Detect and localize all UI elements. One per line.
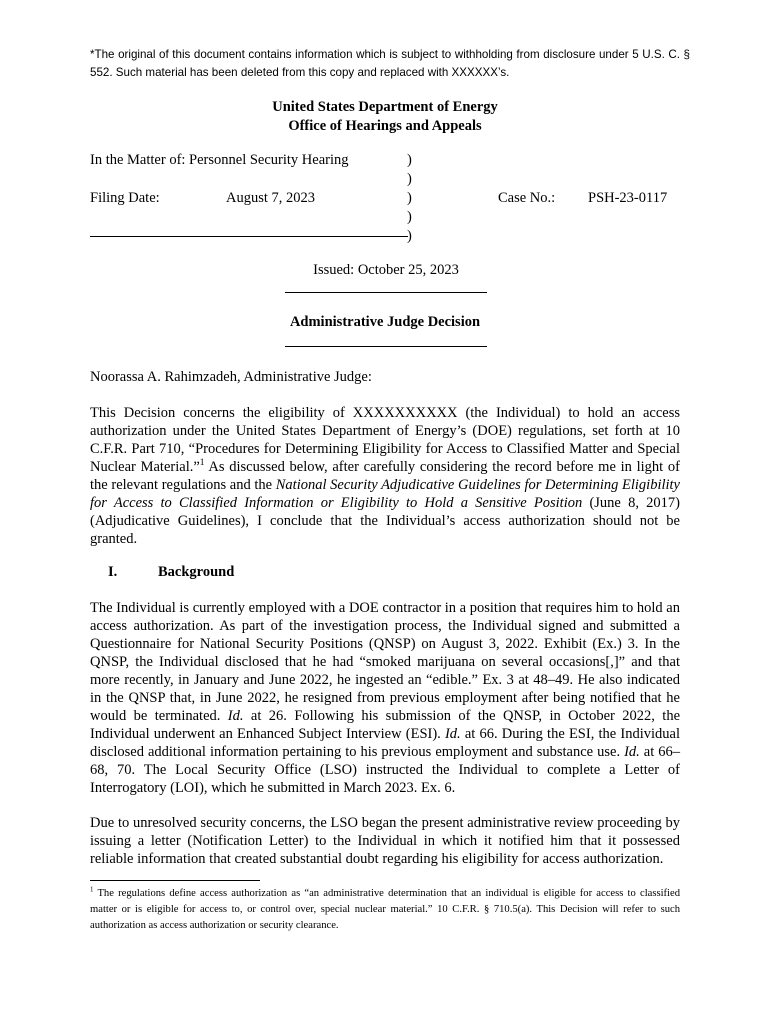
concerns-paragraph: Due to unresolved security concerns, the LSO began the present administrative review proceeding by issuing a letter (Notification Letter) to the Individual in which it notified him that it possessed reliable information that created substantial doubt regarding his eligibility for access authorization.	[90, 815, 680, 867]
redaction-notice: *The original of this document contains information which is subject to withholding from disclosure under 5 U.S. C. § 552. Such material has been deleted from this copy and replaced with XXXXXX’s.	[90, 48, 690, 79]
background-text: at 66. During the ESI, the Individual disclosed additional information pertaining to his previous employment and substance use.	[90, 726, 680, 760]
caption-paren: )	[407, 209, 412, 225]
case-number: PSH-23-0117	[588, 190, 668, 206]
agency-name: United States Department of Energy	[272, 99, 498, 115]
background-text: at 26. Following his submission of the QNSP, in October 2022, the Individual underwent an Enhanced Subject Interview (ESI).	[90, 708, 680, 742]
caption-paren: )	[407, 228, 412, 244]
footnote	[90, 886, 680, 934]
footnote-mark: 1	[90, 886, 94, 894]
issued-date: Issued: October 25, 2023	[313, 262, 459, 278]
background-text: at 66–68, 70. The Local Security Office (LSO) instructed the Individual to complete a Letter of Interrogatory (LOI), which he submitted in March 2023. Ex. 6.	[90, 744, 681, 796]
footnote-text: The regulations define access authorization as “an administrative determination that an individual is eligible for access to classified matter or is eligible for access to, or control over, special nuclear material.” 10 C.F.R. § 710.5(a). This Decision will refer to such authorization as access authorization or security clearance.	[90, 888, 680, 931]
caption-paren: )	[407, 152, 412, 168]
caption-rule	[90, 236, 408, 237]
divider	[285, 346, 487, 347]
divider	[285, 292, 487, 293]
section-title: Background	[158, 564, 235, 580]
background-paragraph	[90, 599, 680, 797]
footnote-ref: 1	[199, 458, 205, 469]
intro-text: This Decision concerns the eligibility of XXXXXXXXXX (the Individual) to hold an access authorization under the United States Department of Energy’s (DOE) regulations, set forth at 10 C.F.R. Part 710, “Procedures for Determining Eligibility for Access to Classified Matter and Special Nuclear Material.”	[90, 405, 680, 475]
filing-label: Filing Date:	[90, 190, 160, 206]
matter-line: In the Matter of: Personnel Security Hearing	[90, 152, 349, 168]
intro-paragraph	[90, 404, 680, 548]
caption-paren: )	[407, 190, 412, 206]
case-caption	[90, 152, 690, 247]
guidelines-title: National Security Adjudicative Guidelines for Determining Eligibility for Access to Classified Information or Eligibility to Hold a Sensitive Position	[90, 477, 680, 511]
caption-paren: )	[407, 171, 412, 187]
case-label: Case No.:	[498, 190, 556, 206]
footnote-separator	[90, 880, 260, 881]
citation-id: Id.	[624, 744, 640, 760]
intro-text: As discussed below, after carefully considering the record before me in light of the relevant regulations and the	[90, 459, 680, 493]
office-name: Office of Hearings and Appeals	[288, 118, 482, 134]
filing-date: August 7, 2023	[226, 190, 316, 206]
citation-id: Id.	[444, 726, 461, 742]
background-text: The Individual is currently employed with a DOE contractor in a position that requires him to hold an access authorization. As part of the investigation process, the Individual signed and submitted a Questionnaire for National Security Positions (QNSP) on August 3, 2022. Exhibit (Ex.) 3. In the QNSP, the Individual disclosed that he had “smoked marijuana on several occasions[,]” and that more recently, in January and June 2022, he ingested an “edible.” Ex. 3 at 48–49. He also indicated in the QNSP that, in June 2022, he resigned from previous employment after being notified that he would be terminated.	[90, 600, 680, 724]
intro-text: (June 8, 2017) (Adjudicative Guidelines), I conclude that the Individual’s access authorization should not be granted.	[90, 495, 680, 547]
citation-id: Id.	[227, 708, 244, 724]
judge-line: Noorassa A. Rahimzadeh, Administrative Judge:	[90, 369, 372, 385]
section-number: I.	[108, 564, 118, 580]
decision-title: Administrative Judge Decision	[289, 314, 481, 330]
